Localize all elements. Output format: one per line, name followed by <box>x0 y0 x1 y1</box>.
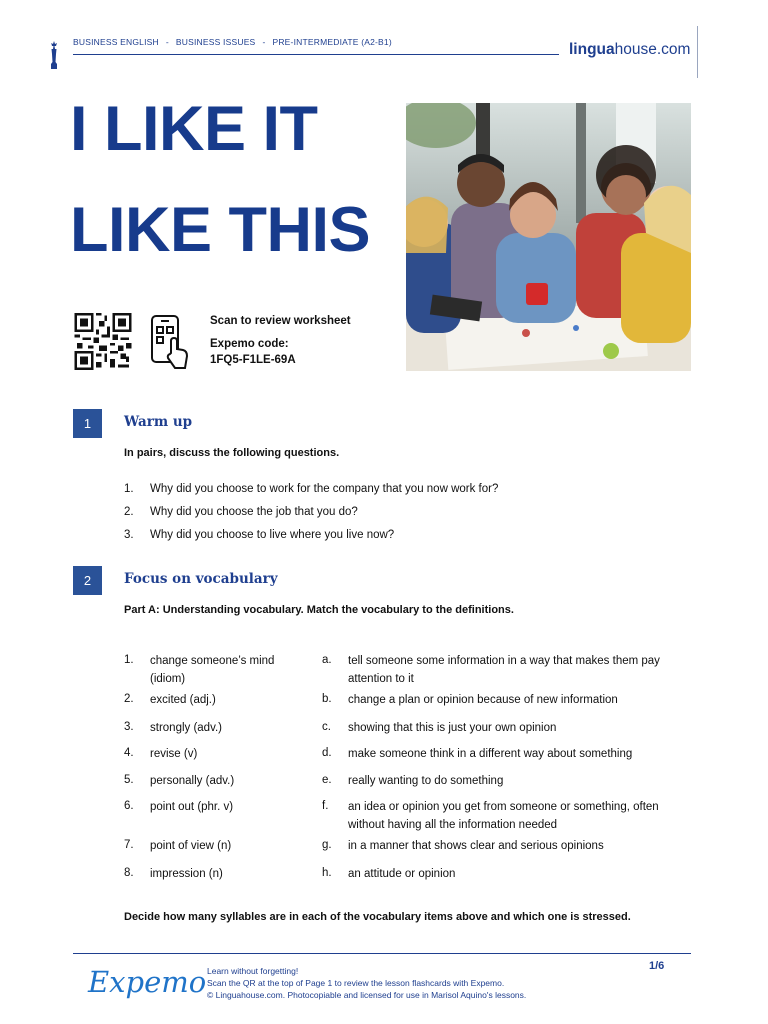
breadcrumb-separator: - <box>262 37 266 47</box>
list-item: Why did you choose the job that you do? <box>150 506 358 518</box>
definition-text: tell someone some information in a way that makes them pay attention to it <box>348 655 660 685</box>
vocab-number: 1. <box>124 654 134 666</box>
section-2-followup: Decide how many syllables are in each of the vocabulary items above and which one is stressed. <box>124 911 631 923</box>
statue-icon <box>48 40 60 70</box>
scan-info <box>210 313 351 375</box>
list-item-number: 1. <box>124 483 134 495</box>
footer-text <box>207 965 526 1001</box>
definition-letter: a. <box>322 654 332 666</box>
definition-letter: b. <box>322 693 332 705</box>
footer-line-1: Learn without forgetting! <box>207 966 299 976</box>
expemo-code-label: Expemo code: <box>210 338 289 350</box>
definition-text: showing that this is just your own opinion <box>348 722 557 734</box>
vocab-term: excited (adj.) <box>150 694 216 706</box>
page-number: 1/6 <box>649 960 665 972</box>
qr-code[interactable] <box>73 313 133 370</box>
vocab-number: 5. <box>124 774 134 786</box>
expemo-code: 1FQ5-F1LE-69A <box>210 354 296 366</box>
breadcrumb <box>73 37 392 47</box>
definition-letter: f. <box>322 800 329 812</box>
definition-text: an idea or opinion you get from someone or something, often without having all the information needed <box>348 801 659 831</box>
section-title-focus-on-vocabulary: Focus on vocabulary <box>124 571 278 587</box>
definition-letter: d. <box>322 747 332 759</box>
footer-divider <box>73 953 691 954</box>
footer-line-3: © Linguahouse.com. Photocopiable and licensed for use in Marisol Aquino's lessons. <box>207 990 527 1000</box>
header-vertical-rule <box>697 26 698 78</box>
definition-text: make someone think in a different way about something <box>348 748 633 760</box>
expemo-logo[interactable]: Expemo <box>88 965 207 999</box>
breadcrumb-item[interactable]: BUSINESS ISSUES <box>175 37 256 47</box>
breadcrumb-item[interactable]: BUSINESS ENGLISH <box>73 37 159 47</box>
vocab-term: revise (v) <box>150 748 198 760</box>
definition-text: in a manner that shows clear and serious opinions <box>348 840 604 852</box>
section-1-instruction: In pairs, discuss the following questions. <box>124 447 340 459</box>
breadcrumb-item[interactable]: PRE-INTERMEDIATE (A2-B1) <box>272 37 392 47</box>
vocab-number: 4. <box>124 747 134 759</box>
vocab-number: 3. <box>124 721 134 733</box>
page-title-line-1: I LIKE IT <box>70 94 318 164</box>
breadcrumb-separator: - <box>165 37 169 47</box>
vocab-term: personally (adv.) <box>150 775 235 787</box>
definition-text: really wanting to do something <box>348 775 504 787</box>
vocab-term: point out (phr. v) <box>150 801 234 813</box>
vocab-term: impression (n) <box>150 868 223 880</box>
list-item-number: 3. <box>124 529 134 541</box>
definition-letter: c. <box>322 721 331 733</box>
section-number-1: 1 <box>73 409 102 438</box>
list-item: Why did you choose to live where you live now? <box>150 529 395 541</box>
scan-label: Scan to review worksheet <box>210 315 351 327</box>
list-item-number: 2. <box>124 506 134 518</box>
section-title-warm-up: Warm up <box>124 414 193 430</box>
vocab-term: strongly (adv.) <box>150 722 223 734</box>
definition-text: an attitude or opinion <box>348 868 456 880</box>
header-divider <box>73 54 559 55</box>
vocab-term: change someone’s mind (idiom) <box>150 655 275 685</box>
linguahouse-logo[interactable]: linguahouse.com <box>569 41 691 58</box>
vocab-number: 2. <box>124 693 134 705</box>
phone-scan-icon <box>149 313 191 371</box>
definition-letter: e. <box>322 774 332 786</box>
definition-letter: g. <box>322 839 332 851</box>
vocab-term: point of view (n) <box>150 840 232 852</box>
section-number-2: 2 <box>73 566 102 595</box>
page-title-line-2: LIKE THIS <box>70 195 371 265</box>
vocab-number: 7. <box>124 839 134 851</box>
vocab-number: 8. <box>124 867 134 879</box>
team-photo <box>406 103 691 371</box>
vocab-number: 6. <box>124 800 134 812</box>
definition-letter: h. <box>322 867 332 879</box>
list-item: Why did you choose to work for the company that you now work for? <box>150 483 499 495</box>
section-2-instruction: Part A: Understanding vocabulary. Match the vocabulary to the definitions. <box>124 604 514 616</box>
definition-text: change a plan or opinion because of new information <box>348 694 618 706</box>
footer-line-2: Scan the QR at the top of Page 1 to review the lesson flashcards with Expemo. <box>207 978 505 988</box>
